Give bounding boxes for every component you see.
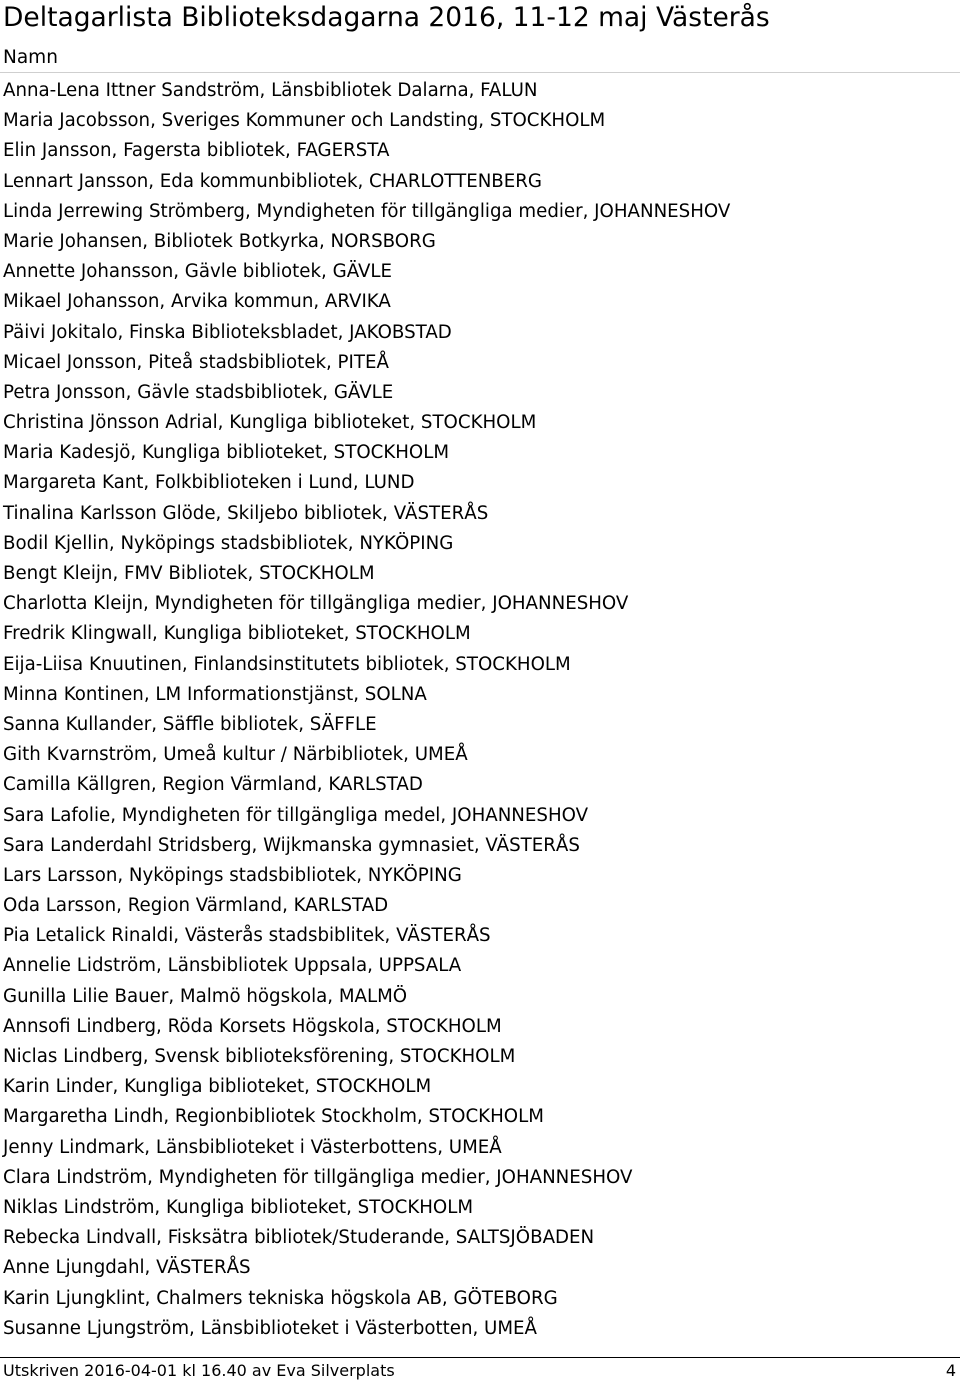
- footer-printed-info: Utskriven 2016-04-01 kl 16.40 av Eva Silverplats: [3, 1361, 395, 1380]
- participant-row: Sanna Kullander, Säffle bibliotek, SÄFFLE: [3, 713, 377, 735]
- participant-row: Anna-Lena Ittner Sandström, Länsbibliotek Dalarna, FALUN: [3, 80, 538, 101]
- column-header-namn: Namn: [3, 47, 58, 68]
- column-header-row: [0, 44, 960, 73]
- participant-row: Päivi Jokitalo, Finska Biblioteksbladet, JAKOBSTAD: [3, 321, 452, 343]
- participant-row: Bodil Kjellin, Nyköpings stadsbibliotek, NYKÖPING: [3, 532, 454, 554]
- participant-row: Annette Johansson, Gävle bibliotek, GÄVLE: [3, 261, 393, 283]
- participant-row: Niklas Lindström, Kungliga biblioteket, STOCKHOLM: [3, 1196, 474, 1218]
- participant-row: Anne Ljungdahl, VÄSTERÅS: [3, 1257, 251, 1279]
- participant-row: Annelie Lidström, Länsbibliotek Uppsala, UPPSALA: [3, 955, 462, 977]
- participant-row: Sara Lafolie, Myndigheten för tillgängliga medel, JOHANNESHOV: [3, 804, 589, 826]
- participant-row: Mikael Johansson, Arvika kommun, ARVIKA: [3, 291, 391, 313]
- participant-row: Gunilla Lilie Bauer, Malmö högskola, MALMÖ: [3, 985, 408, 1007]
- participant-row: Micael Jonsson, Piteå stadsbibliotek, PITEÅ: [3, 351, 389, 373]
- participant-row: Minna Kontinen, LM Informationstjänst, SOLNA: [3, 683, 427, 705]
- participant-row: Maria Jacobsson, Sveriges Kommuner och Landsting, STOCKHOLM: [3, 110, 606, 132]
- participant-row: Gith Kvarnström, Umeå kultur / Närbibliotek, UMEÅ: [3, 744, 468, 766]
- participant-row: Margaretha Lindh, Regionbibliotek Stockholm, STOCKHOLM: [3, 1106, 544, 1128]
- participant-row: Petra Jonsson, Gävle stadsbibliotek, GÄVLE: [3, 381, 394, 403]
- participant-row: Camilla Källgren, Region Värmland, KARLSTAD: [3, 774, 423, 796]
- footer-page-number: 4: [945, 1361, 956, 1380]
- page-footer: [0, 1357, 960, 1381]
- participant-row: Eija-Liisa Knuutinen, Finlandsinstitutets bibliotek, STOCKHOLM: [3, 653, 571, 675]
- participant-row: Rebecka Lindvall, Fisksätra bibliotek/Studerande, SALTSJÖBADEN: [3, 1227, 595, 1249]
- participant-row: Bengt Kleijn, FMV Bibliotek, STOCKHOLM: [3, 563, 375, 584]
- participant-row: Marie Johansen, Bibliotek Botkyrka, NORSBORG: [3, 230, 436, 252]
- participant-row: Sara Landerdahl Stridsberg, Wijkmanska gymnasiet, VÄSTERÅS: [3, 834, 580, 856]
- participant-row: Karin Linder, Kungliga biblioteket, STOCKHOLM: [3, 1076, 432, 1098]
- page-title: Deltagarlista Biblioteksdagarna 2016, 11-12 maj Västerås: [3, 2, 770, 33]
- participant-list: [0, 76, 960, 1344]
- participant-row: Lennart Jansson, Eda kommunbibliotek, CHARLOTTENBERG: [3, 170, 542, 192]
- participant-row: Elin Jansson, Fagersta bibliotek, FAGERSTA: [3, 140, 390, 162]
- participant-row: Lars Larsson, Nyköpings stadsbibliotek, NYKÖPING: [3, 864, 462, 886]
- participant-row: Maria Kadesjö, Kungliga biblioteket, STOCKHOLM: [3, 442, 450, 464]
- participant-row: Jenny Lindmark, Länsbiblioteket i Västerbottens, UMEÅ: [3, 1136, 502, 1158]
- participant-row: Niclas Lindberg, Svensk biblioteksförening, STOCKHOLM: [3, 1046, 516, 1067]
- participant-row: Clara Lindström, Myndigheten för tillgängliga medier, JOHANNESHOV: [3, 1166, 633, 1188]
- participant-row: Margareta Kant, Folkbiblioteken i Lund, LUND: [3, 472, 415, 494]
- participant-row: Karin Ljungklint, Chalmers tekniska högskola AB, GÖTEBORG: [3, 1287, 558, 1309]
- participant-row: Christina Jönsson Adrial, Kungliga biblioteket, STOCKHOLM: [3, 412, 537, 434]
- participant-row: Susanne Ljungström, Länsbiblioteket i Västerbotten, UMEÅ: [3, 1317, 537, 1339]
- participant-row: Fredrik Klingwall, Kungliga biblioteket, STOCKHOLM: [3, 623, 471, 645]
- participant-row: Annsofi Lindberg, Röda Korsets Högskola, STOCKHOLM: [3, 1015, 502, 1037]
- participant-row: Tinalina Karlsson Glöde, Skiljebo bibliotek, VÄSTERÅS: [3, 502, 489, 524]
- participant-row: Oda Larsson, Region Värmland, KARLSTAD: [3, 895, 389, 917]
- participant-row: Pia Letalick Rinaldi, Västerås stadsbiblitek, VÄSTERÅS: [3, 925, 491, 947]
- participant-row: Linda Jerrewing Strömberg, Myndigheten för tillgängliga medier, JOHANNESHOV: [3, 200, 731, 222]
- participant-row: Charlotta Kleijn, Myndigheten för tillgängliga medier, JOHANNESHOV: [3, 593, 629, 615]
